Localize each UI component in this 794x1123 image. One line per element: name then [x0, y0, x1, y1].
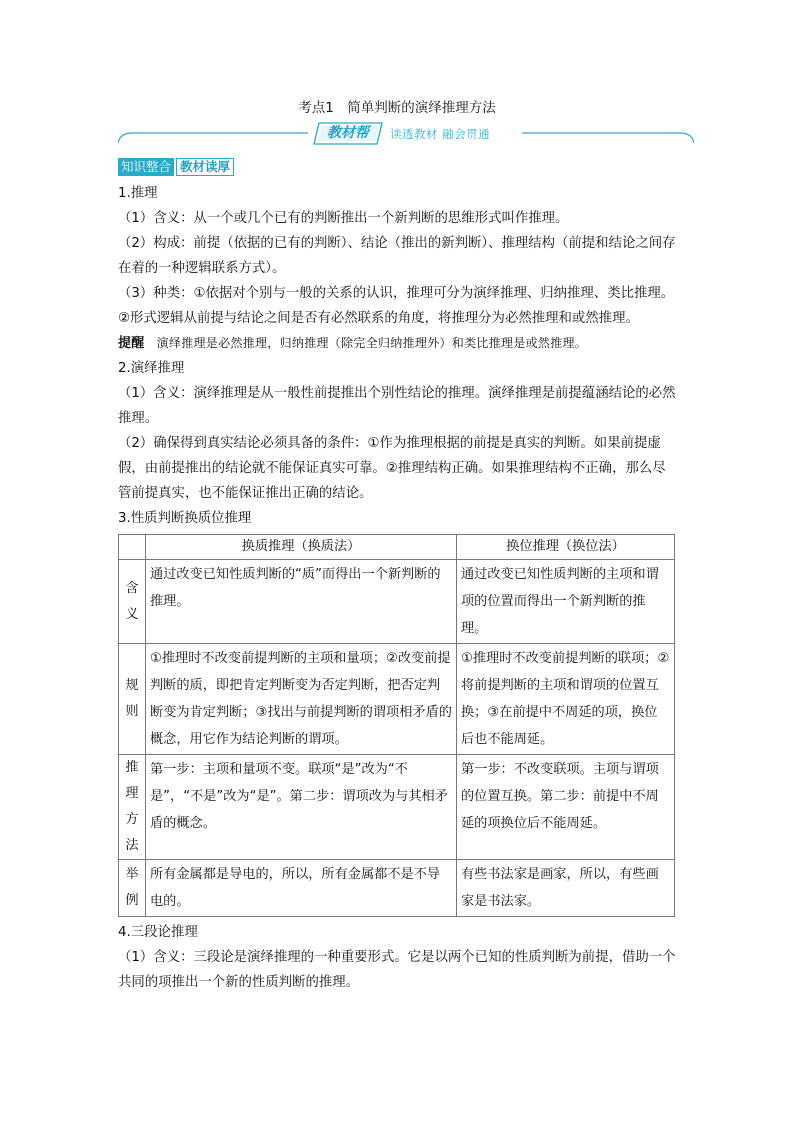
page-title: 考点1 简单判断的演绎推理方法: [298, 100, 496, 116]
tip-label: 提醒: [118, 336, 145, 351]
section-heading: 1.推理: [118, 186, 158, 201]
table-row: [119, 644, 675, 755]
table-cell: 所有金属都是导电的，所以，所有金属都不是不导电的。: [146, 860, 457, 917]
banner-badge: 教材帮: [327, 125, 369, 141]
paragraph: （1）含义：演绎推理是从一般性前提推出个别性结论的推理。演绎推理是前提蕴涵结论的必然推理。: [118, 386, 676, 426]
tip-note: [118, 331, 676, 356]
table-row: [119, 755, 675, 860]
row-label: 含义: [119, 560, 146, 644]
table-row: [119, 860, 675, 917]
paragraph: （3）种类：①依据对个别与一般的关系的认识，推理可分为演绎推理、归纳推理、类比推理。②形式逻辑从前提与结论之间是否有必然联系的角度，将推理分为必然推理和或然推理。: [118, 286, 675, 326]
paragraph: （2）确保得到真实结论必须具备的条件：①作为推理根据的前提是真实的判断。如果前提虚假，由前提推出的结论就不能保证真实可靠。②推理结构正确。如果推理结构不正确，那么尽管前提真实，也不能保证推出正确的结论。: [118, 436, 666, 501]
table-cell: 第一步：主项和量项不变。联项“是”改为“不是”，“不是”改为“是”。第二步：谓项改为与其相矛盾的概念。: [146, 755, 457, 860]
paragraph: （1）含义：从一个或几个已有的判断推出一个新判断的思维形式叫作推理。: [118, 211, 569, 226]
section-tag-secondary: 教材读厚: [176, 158, 234, 176]
banner-subtitle: 读透教材 融会贯通: [390, 127, 491, 141]
table-header-row: [119, 535, 675, 560]
tip-text: 演绎推理是必然推理，归纳推理（除完全归纳推理外）和类比推理是或然推理。: [156, 336, 588, 350]
table-cell: 通过改变已知性质判断的主项和谓项的位置而得出一个新判断的推理。: [457, 560, 675, 644]
table-cell: 有些书法家是画家，所以，有些画家是书法家。: [457, 860, 675, 917]
row-label: 规则: [119, 644, 146, 755]
textbook-banner: [118, 120, 694, 148]
paragraph: （2）构成：前提（依据的已有的判断）、结论（推出的新判断）、推理结构（前提和结论之间存在着的一种逻辑联系方式）。: [118, 236, 676, 276]
section-heading: 3.性质判断换质位推理: [118, 511, 252, 526]
row-label: 推理方法: [119, 755, 146, 860]
main-content: [118, 181, 676, 995]
table-cell: 第一步：不改变联项。主项与谓项的位置互换。第二步：前提中不周延的项换位后不能周延。: [457, 755, 675, 860]
section-heading: 4.三段论推理: [118, 925, 198, 940]
section-heading: 2.演绎推理: [118, 361, 185, 376]
row-label: 举例: [119, 860, 146, 917]
table-header-cell: 换位推理（换位法）: [457, 535, 675, 560]
table-header-cell: 换质推理（换质法）: [146, 535, 457, 560]
table-cell: ①推理时不改变前提判断的联项；②将前提判断的主项和谓项的位置互换；③在前提中不周延的项，换位后也不能周延。: [457, 644, 675, 755]
paragraph: （1）含义：三段论是演绎推理的一种重要形式。它是以两个已知的性质判断为前提，借助一个共同的项推出一个新的性质判断的推理。: [118, 950, 676, 990]
section-tag: [118, 158, 234, 176]
section-tag-primary: 知识整合: [118, 158, 174, 176]
table-header-cell: [119, 535, 146, 560]
table-cell: 通过改变已知性质判断的“质”而得出一个新判断的推理。: [146, 560, 457, 644]
table-row: [119, 560, 675, 644]
comparison-table: [118, 534, 675, 917]
table-cell: ①推理时不改变前提判断的主项和量项；②改变前提判断的质，即把肯定判断变为否定判断，把否定判断变为肯定判断；③找出与前提判断的谓项相矛盾的概念，用它作为结论判断的谓项。: [146, 644, 457, 755]
